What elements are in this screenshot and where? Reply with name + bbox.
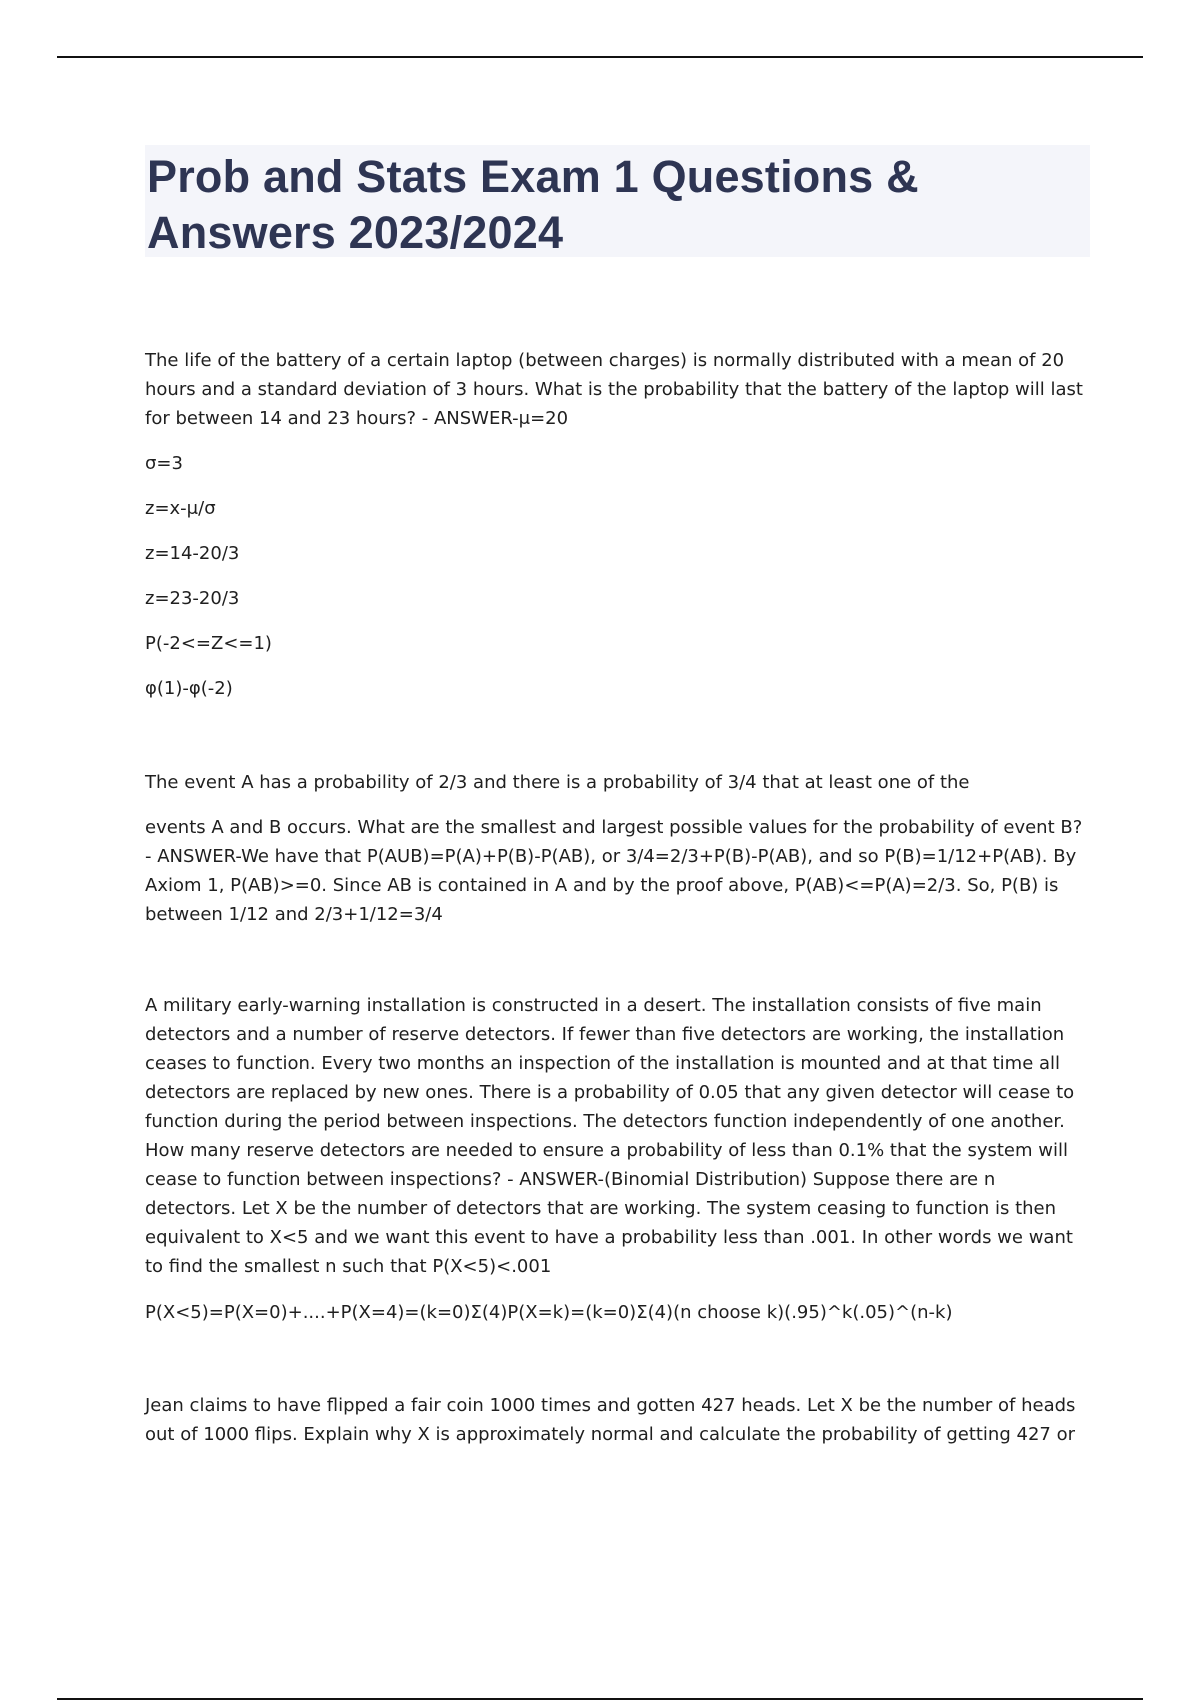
question-text-answer: events A and B occurs. What are the smallest and largest possible values for the probability of event B? - ANSWER-We have that P(AUB)=P(A)+P(B)-P(AB), or 3/4=2/3+P(B)-P(AB), and so P(B)=1/12+P(AB). By Axiom 1, P(AB)>=0. Since AB is contained in A and by the proof above, P(AB)<=P(A)=2/3. So, P(B) is between 1/12 and 2/3+1/12=3/4	[145, 817, 1083, 925]
answer-step: P(-2<=Z<=1)	[145, 633, 272, 654]
document-title: Prob and Stats Exam 1 Questions & Answers 2023/2024	[147, 151, 919, 258]
header-rule	[57, 56, 1143, 58]
answer-step: z=23-20/3	[145, 588, 240, 609]
question-reserve-detectors	[145, 991, 1090, 1327]
question-text-line1: The event A has a probability of 2/3 and there is a probability of 3/4 that at least one of the	[145, 772, 970, 793]
answer-step: φ(1)-φ(-2)	[145, 678, 233, 699]
answer-step: z=14-20/3	[145, 543, 240, 564]
question-text: The life of the battery of a certain laptop (between charges) is normally distributed with a mean of 20 hours and a standard deviation of 3 hours. What is the probability that the battery of the laptop will last for between 14 and 23 hours? - ANSWER-μ=20	[145, 350, 1083, 429]
question-text: Jean claims to have flipped a fair coin 1000 times and gotten 427 heads. Let X be the number of heads out of 1000 flips. Explain why X is approximately normal and calculate the probability of getting 427 or	[145, 1395, 1076, 1445]
answer-step: σ=3	[145, 453, 183, 474]
question-battery-life	[145, 346, 1090, 703]
question-event-probability	[145, 768, 1090, 929]
title-banner	[145, 145, 1090, 257]
question-text: A military early-warning installation is constructed in a desert. The installation consists of five main detectors and a number of reserve detectors. If fewer than five detectors are working, the installation ceases to function. Every two months an inspection of the installation is mounted and at that time all detectors are replaced by new ones. There is a probability of 0.05 that any given detector will cease to function during the period between inspections. The detectors function independently of one another. How many reserve detectors are needed to ensure a probability of less than 0.1% that the system will cease to function between inspections? - ANSWER-(Binomial Distribution) Suppose there are n detectors. Let X be the number of detectors that are working. The system ceasing to function is then equivalent to X<5 and we want this event to have a probability less than .001. In other words we want to find the smallest n such that P(X<5)<.001	[145, 995, 1075, 1277]
answer-step: z=x-μ/σ	[145, 498, 216, 519]
answer-formula: P(X<5)=P(X=0)+....+P(X=4)=(k=0)Σ(4)P(X=k)=(k=0)Σ(4)(n choose k)(.95)^k(.05)^(n-k)	[145, 1302, 953, 1323]
question-coin-flips	[145, 1391, 1090, 1449]
